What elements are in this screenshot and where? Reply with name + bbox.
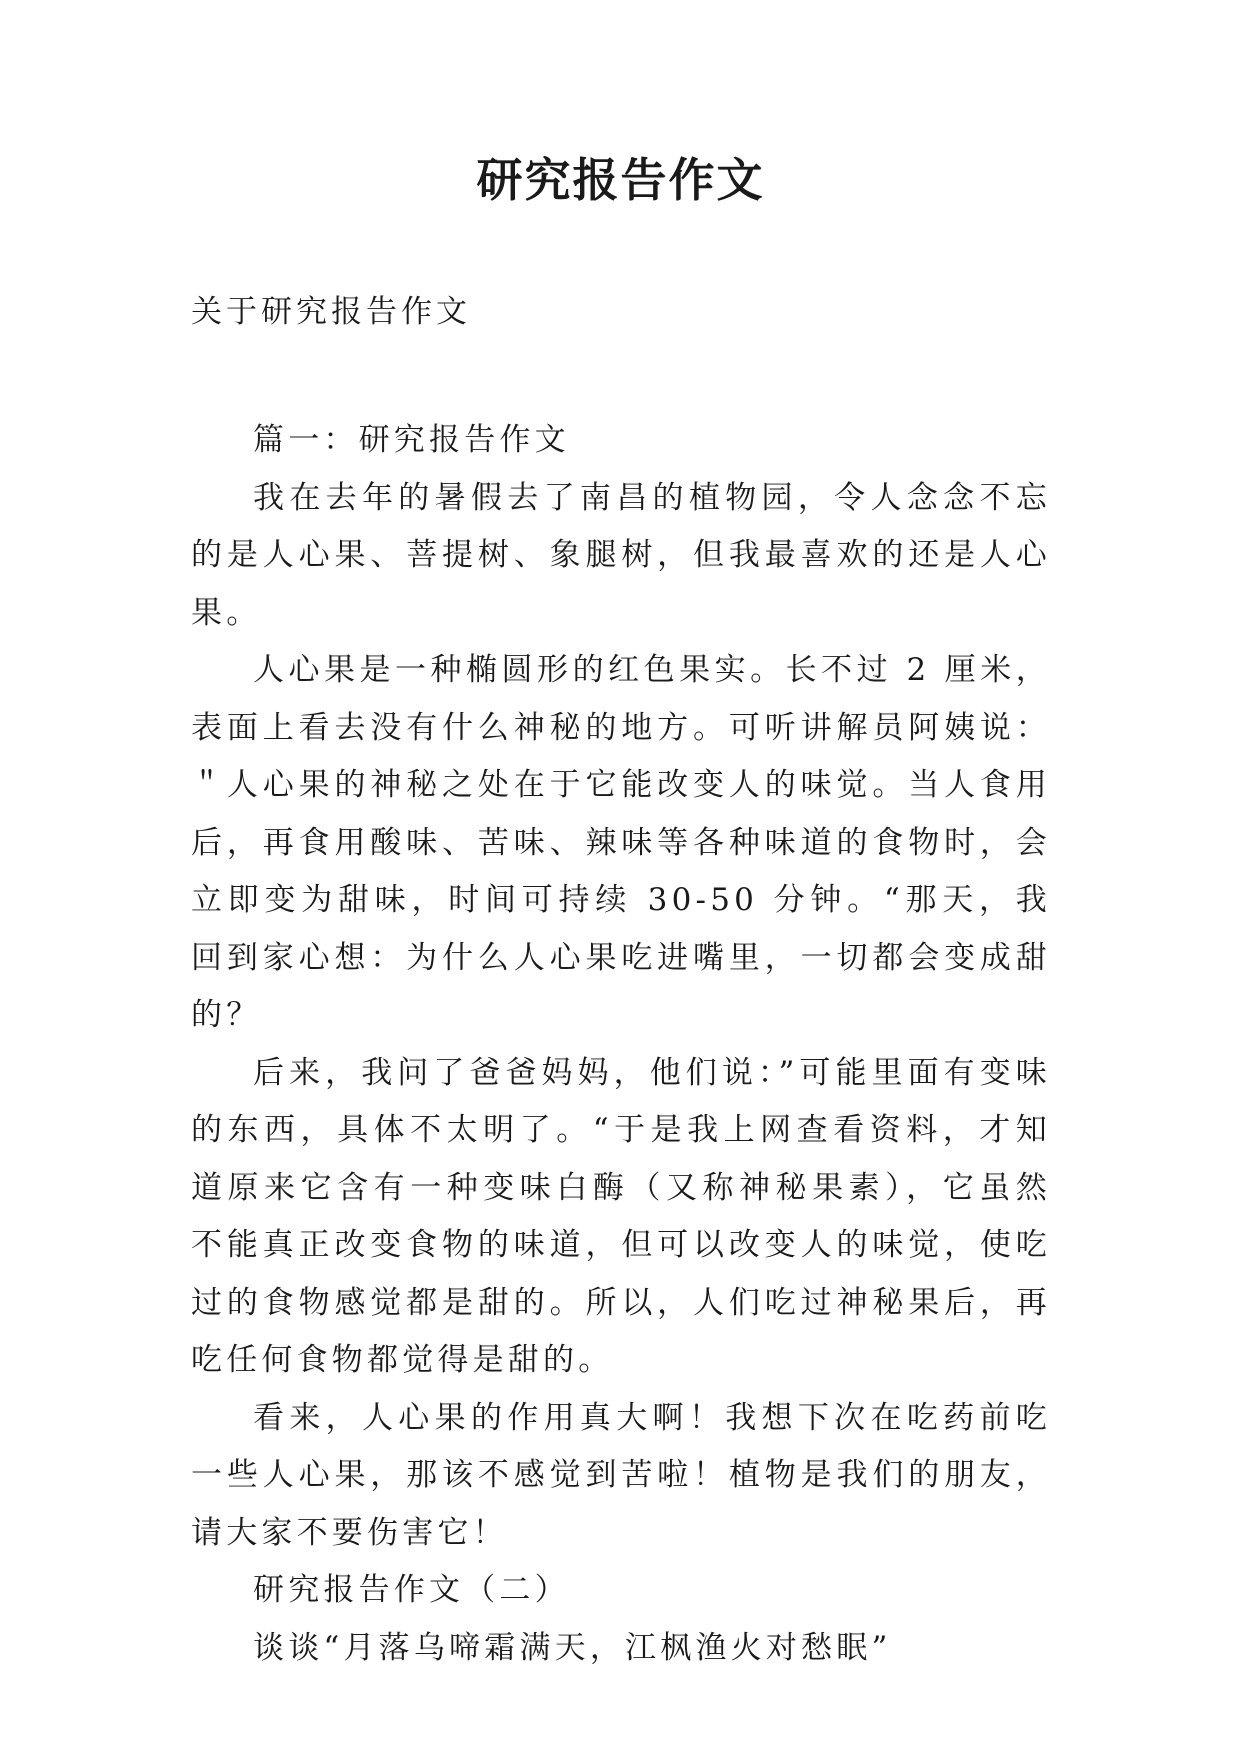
- section-heading-1: 篇一：研究报告作文: [253, 422, 570, 458]
- paragraph: 后来，我问了爸爸妈妈，他们说：”可能里面有变味的东西，具体不太明了。“于是我上网查看资料，才知道原来它含有一种变味白酶（又称神秘果素），它虽然不能真正改变食物的味道，但可以改变人的味觉，使吃过的食物感觉都是甜的。所以，人们吃过神秘果后，再吃任何食物都觉得是甜的。: [191, 1054, 1051, 1378]
- paragraph: 谈谈“月落乌啼霜满天，江枫渔火对愁眠”: [253, 1629, 892, 1666]
- paragraph: 我在去年的暑假去了南昌的植物园，令人念念不忘的是人心果、菩提树、象腿树，但我最喜欢的还是人心果。: [191, 479, 1051, 631]
- document-subtitle: 关于研究报告作文: [191, 294, 471, 330]
- document-body: [191, 412, 1051, 1677]
- paragraph: 人心果是一种椭圆形的红色果实。长不过 2 厘米，表面上看去没有什么神秘的地方。可听讲解员阿姨说：＂人心果的神秘之处在于它能改变人的味觉。当人食用后，再食用酸味、苦味、辣味等各种味道的食物时，会立即变为甜味，时间可持续 30-50 分钟。“那天，我回到家心想：为什么人心果吃进嘴里，一切都会变成甜的？: [191, 652, 1051, 1033]
- paragraph: 看来，人心果的作用真大啊！我想下次在吃药前吃一些人心果，那该不感觉到苦啦！植物是我们的朋友，请大家不要伤害它！: [191, 1399, 1051, 1551]
- document-title: 研究报告作文: [476, 153, 765, 207]
- section-heading-2: 研究报告作文（二）: [253, 1572, 570, 1608]
